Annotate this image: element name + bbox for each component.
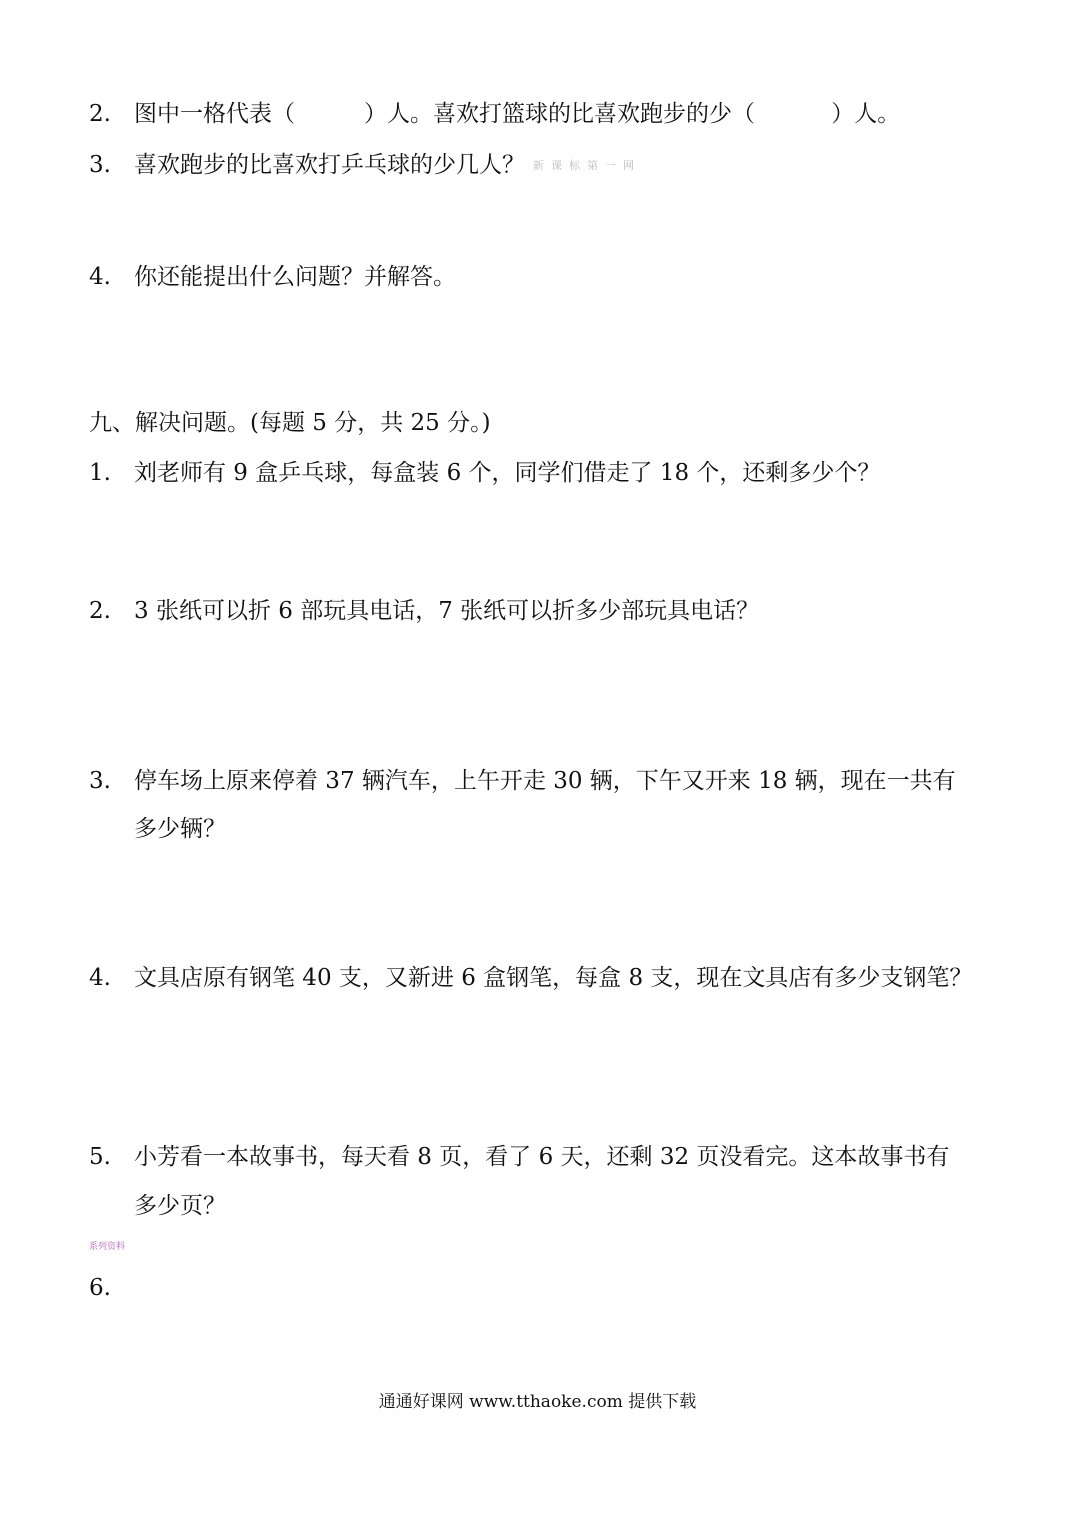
question-text: 喜欢跑步的比喜欢打乒乓球的少几人？ [134, 152, 525, 178]
problem-text: 刘老师有 9 盒乒乓球，每盒装 6 个，同学们借走了 18 个，还剩多少个？ [134, 460, 881, 486]
question-number: 3. [89, 152, 111, 178]
page-footer: 通通好课网 www.tthaoke.com 提供下载 [378, 1392, 697, 1412]
question-text: 你还能提出什么问题？并解答。 [134, 264, 456, 290]
problem-text: 文具店原有钢笔 40 支，又新进 6 盒钢笔，每盒 8 支，现在文具店有多少支钢笔？ [134, 965, 973, 991]
problem-number: 2. [89, 598, 111, 624]
problem-number: 3. [89, 768, 111, 794]
question-text: 图中一格代表（ ）人。喜欢打篮球的比喜欢跑步的少（ ）人。 [134, 101, 901, 127]
series-link[interactable]: 系列资料 [89, 1242, 126, 1252]
question-number: 2. [89, 101, 111, 127]
problem-number: 1. [89, 460, 111, 486]
problem-number: 6. [89, 1275, 111, 1301]
problem-number: 4. [89, 965, 111, 991]
problem-text: 小芳看一本故事书，每天看 8 页，看了 6 天，还剩 32 页没看完。这本故事书有 [134, 1144, 950, 1170]
question-number: 4. [89, 264, 111, 290]
problem-text: 3 张纸可以折 6 部玩具电话，7 张纸可以折多少部玩具电话？ [134, 598, 760, 624]
section-title: 九、解决问题。(每题 5 分，共 25 分。) [89, 410, 491, 436]
problem-text: 停车场上原来停着 37 辆汽车，上午开走 30 辆，下午又开来 18 辆，现在一共有 [134, 768, 956, 794]
problem-number: 5. [89, 1144, 111, 1170]
problem-5-continuation: 多少页？ [134, 1193, 226, 1219]
problem-3-continuation: 多少辆？ [134, 816, 226, 842]
watermark: 新课标第一网 [533, 159, 641, 172]
